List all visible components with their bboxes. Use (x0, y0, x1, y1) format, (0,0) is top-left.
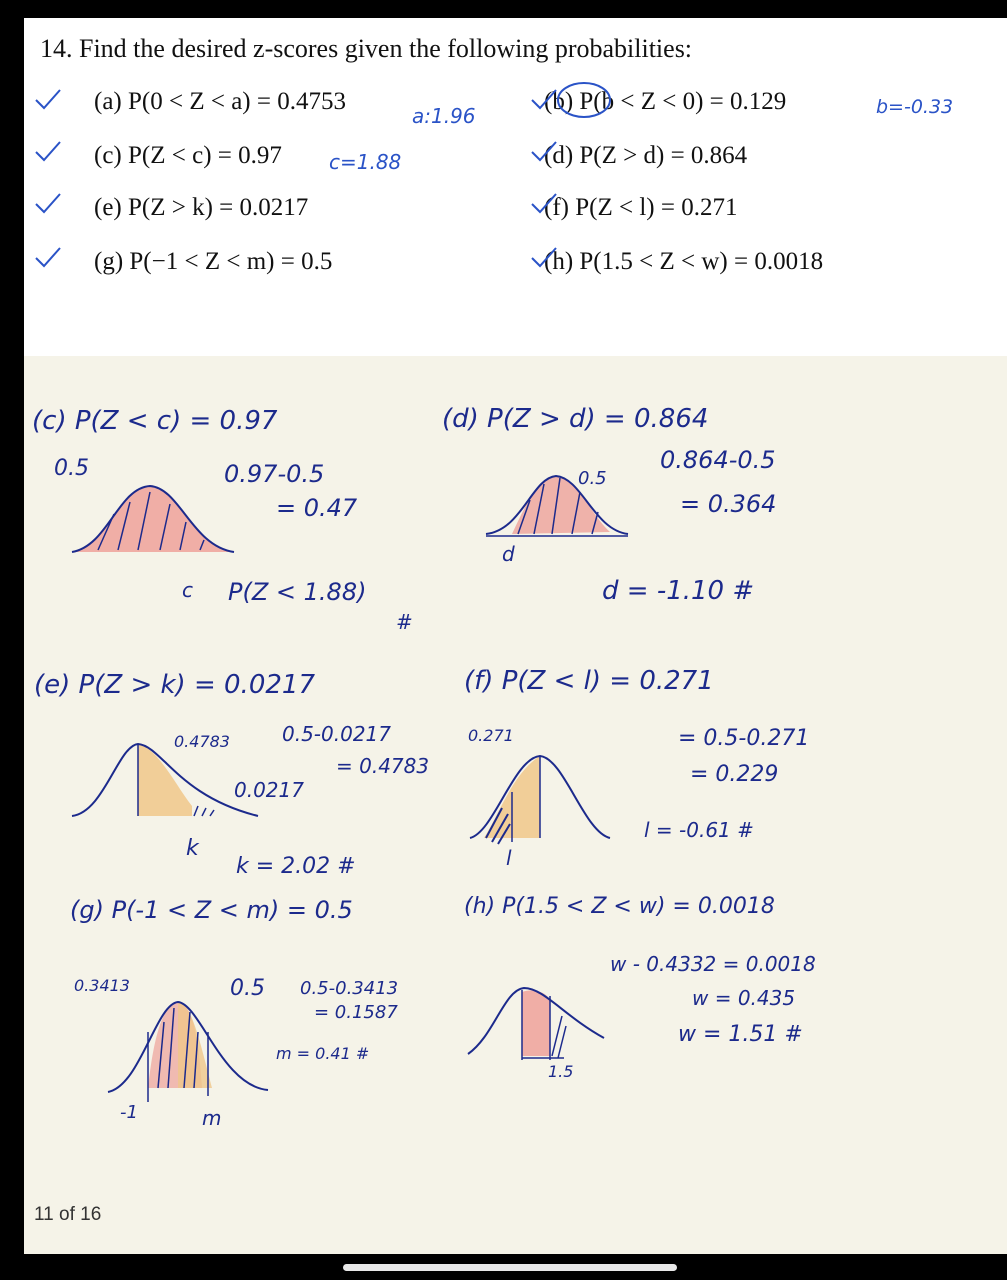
note-f-line3: = 0.229 (690, 762, 779, 787)
note-h-line1: w - 0.4332 = 0.0018 (610, 952, 816, 976)
item-g-label: (g) (94, 248, 124, 275)
check-icon (36, 142, 60, 160)
note-g-line4: = 0.1587 (314, 1002, 398, 1023)
note-c-line2: 0.97-0.5 (224, 460, 325, 488)
item-h-text: P(1.5 < Z < w) = 0.0018 (579, 248, 824, 275)
note-c-heading: (c) P(Z < c) = 0.97 (32, 406, 278, 436)
note-f-line2: = 0.5-0.271 (678, 726, 810, 751)
note-c-line5: # (396, 610, 413, 634)
note-f-line4: l = -0.61 # (644, 818, 754, 842)
note-c-line3: = 0.47 (276, 494, 358, 522)
check-icon (36, 194, 60, 212)
note-h-axis-label: 1.5 (548, 1062, 574, 1081)
note-d-curve (482, 464, 632, 544)
note-c-axis-label: c (182, 578, 193, 602)
answer-c: c=1.88 (329, 150, 402, 174)
printed-problem (24, 18, 1007, 356)
item-f-text: P(Z < l) = 0.271 (575, 194, 738, 221)
note-e-line4: 0.0217 (234, 778, 304, 802)
note-f-curve (464, 742, 614, 852)
note-g-axis-label-1: -1 (120, 1102, 138, 1123)
item-e-label: (e) (94, 194, 122, 221)
check-icon (532, 194, 556, 212)
page (24, 18, 1007, 1254)
check-marks (24, 18, 1007, 356)
problem-title: 14. Find the desired z-scores given the following probabilities: (40, 34, 693, 63)
check-icon (532, 248, 556, 266)
item-c-label: (c) (94, 142, 122, 169)
item-d-label: (d) (544, 142, 574, 169)
item-h-label: (h) (544, 248, 574, 275)
note-e-axis-label: k (186, 836, 199, 861)
item-d-text: P(Z > d) = 0.864 (579, 142, 748, 169)
check-icon (532, 90, 556, 108)
page-indicator: 11 of 16 (34, 1204, 102, 1225)
note-e-line1: 0.4783 (174, 732, 230, 751)
item-g-text: P(−1 < Z < m) = 0.5 (129, 248, 333, 275)
check-icon (532, 142, 556, 160)
note-g-heading: (g) P(-1 < Z < m) = 0.5 (70, 896, 353, 924)
check-icon (36, 90, 60, 108)
item-c-text: P(Z < c) = 0.97 (128, 142, 282, 169)
note-d-line3: = 0.364 (680, 490, 777, 518)
check-icon (36, 248, 60, 266)
note-e-curve (68, 736, 268, 836)
note-d-heading: (d) P(Z > d) = 0.864 (442, 404, 709, 434)
item-e-text: P(Z > k) = 0.0217 (128, 194, 309, 221)
note-h-line3: w = 1.51 # (678, 1022, 803, 1047)
note-e-line2: 0.5-0.0217 (282, 722, 392, 746)
note-e-line5: k = 2.02 # (236, 854, 356, 879)
answer-a: a:1.96 (412, 104, 476, 128)
item-a-text: P(0 < Z < a) = 0.4753 (128, 88, 346, 115)
note-f-heading: (f) P(Z < l) = 0.271 (464, 666, 714, 696)
note-g-line3: 0.5-0.3413 (300, 978, 399, 999)
note-g-line5: m = 0.41 # (276, 1044, 370, 1063)
note-f-axis-label: l (506, 846, 512, 870)
note-e-heading: (e) P(Z > k) = 0.0217 (34, 670, 315, 700)
note-g-curve (104, 992, 274, 1102)
note-e-line3: = 0.4783 (336, 754, 430, 778)
note-c-curve (68, 476, 238, 576)
note-g-axis-label-2: m (202, 1106, 222, 1130)
note-h-heading: (h) P(1.5 < Z < w) = 0.0018 (464, 894, 775, 919)
note-d-axis-label: d (502, 542, 515, 566)
note-c-line1: 0.5 (54, 456, 89, 481)
answer-b: b=-0.33 (876, 96, 954, 118)
item-f-label: (f) (544, 194, 569, 221)
handwritten-notes (24, 356, 1007, 1254)
note-g-line1: 0.3413 (74, 976, 130, 995)
note-c-line4: P(Z < 1.88) (228, 578, 367, 606)
item-a-label: (a) (94, 88, 122, 115)
note-f-line1: 0.271 (468, 726, 514, 745)
item-b-label: (b) (544, 88, 574, 115)
note-h-line2: w = 0.435 (692, 986, 796, 1010)
note-g-line2: 0.5 (230, 976, 265, 1001)
item-b-text: P(b < Z < 0) = 0.129 (579, 88, 787, 115)
note-d-line4: d = -1.10 # (602, 576, 755, 606)
home-indicator[interactable] (343, 1264, 677, 1271)
circle-mark-icon (558, 83, 610, 117)
note-d-line2: 0.864-0.5 (660, 446, 776, 474)
note-d-line1: 0.5 (578, 468, 607, 489)
note-h-curve (464, 976, 614, 1066)
